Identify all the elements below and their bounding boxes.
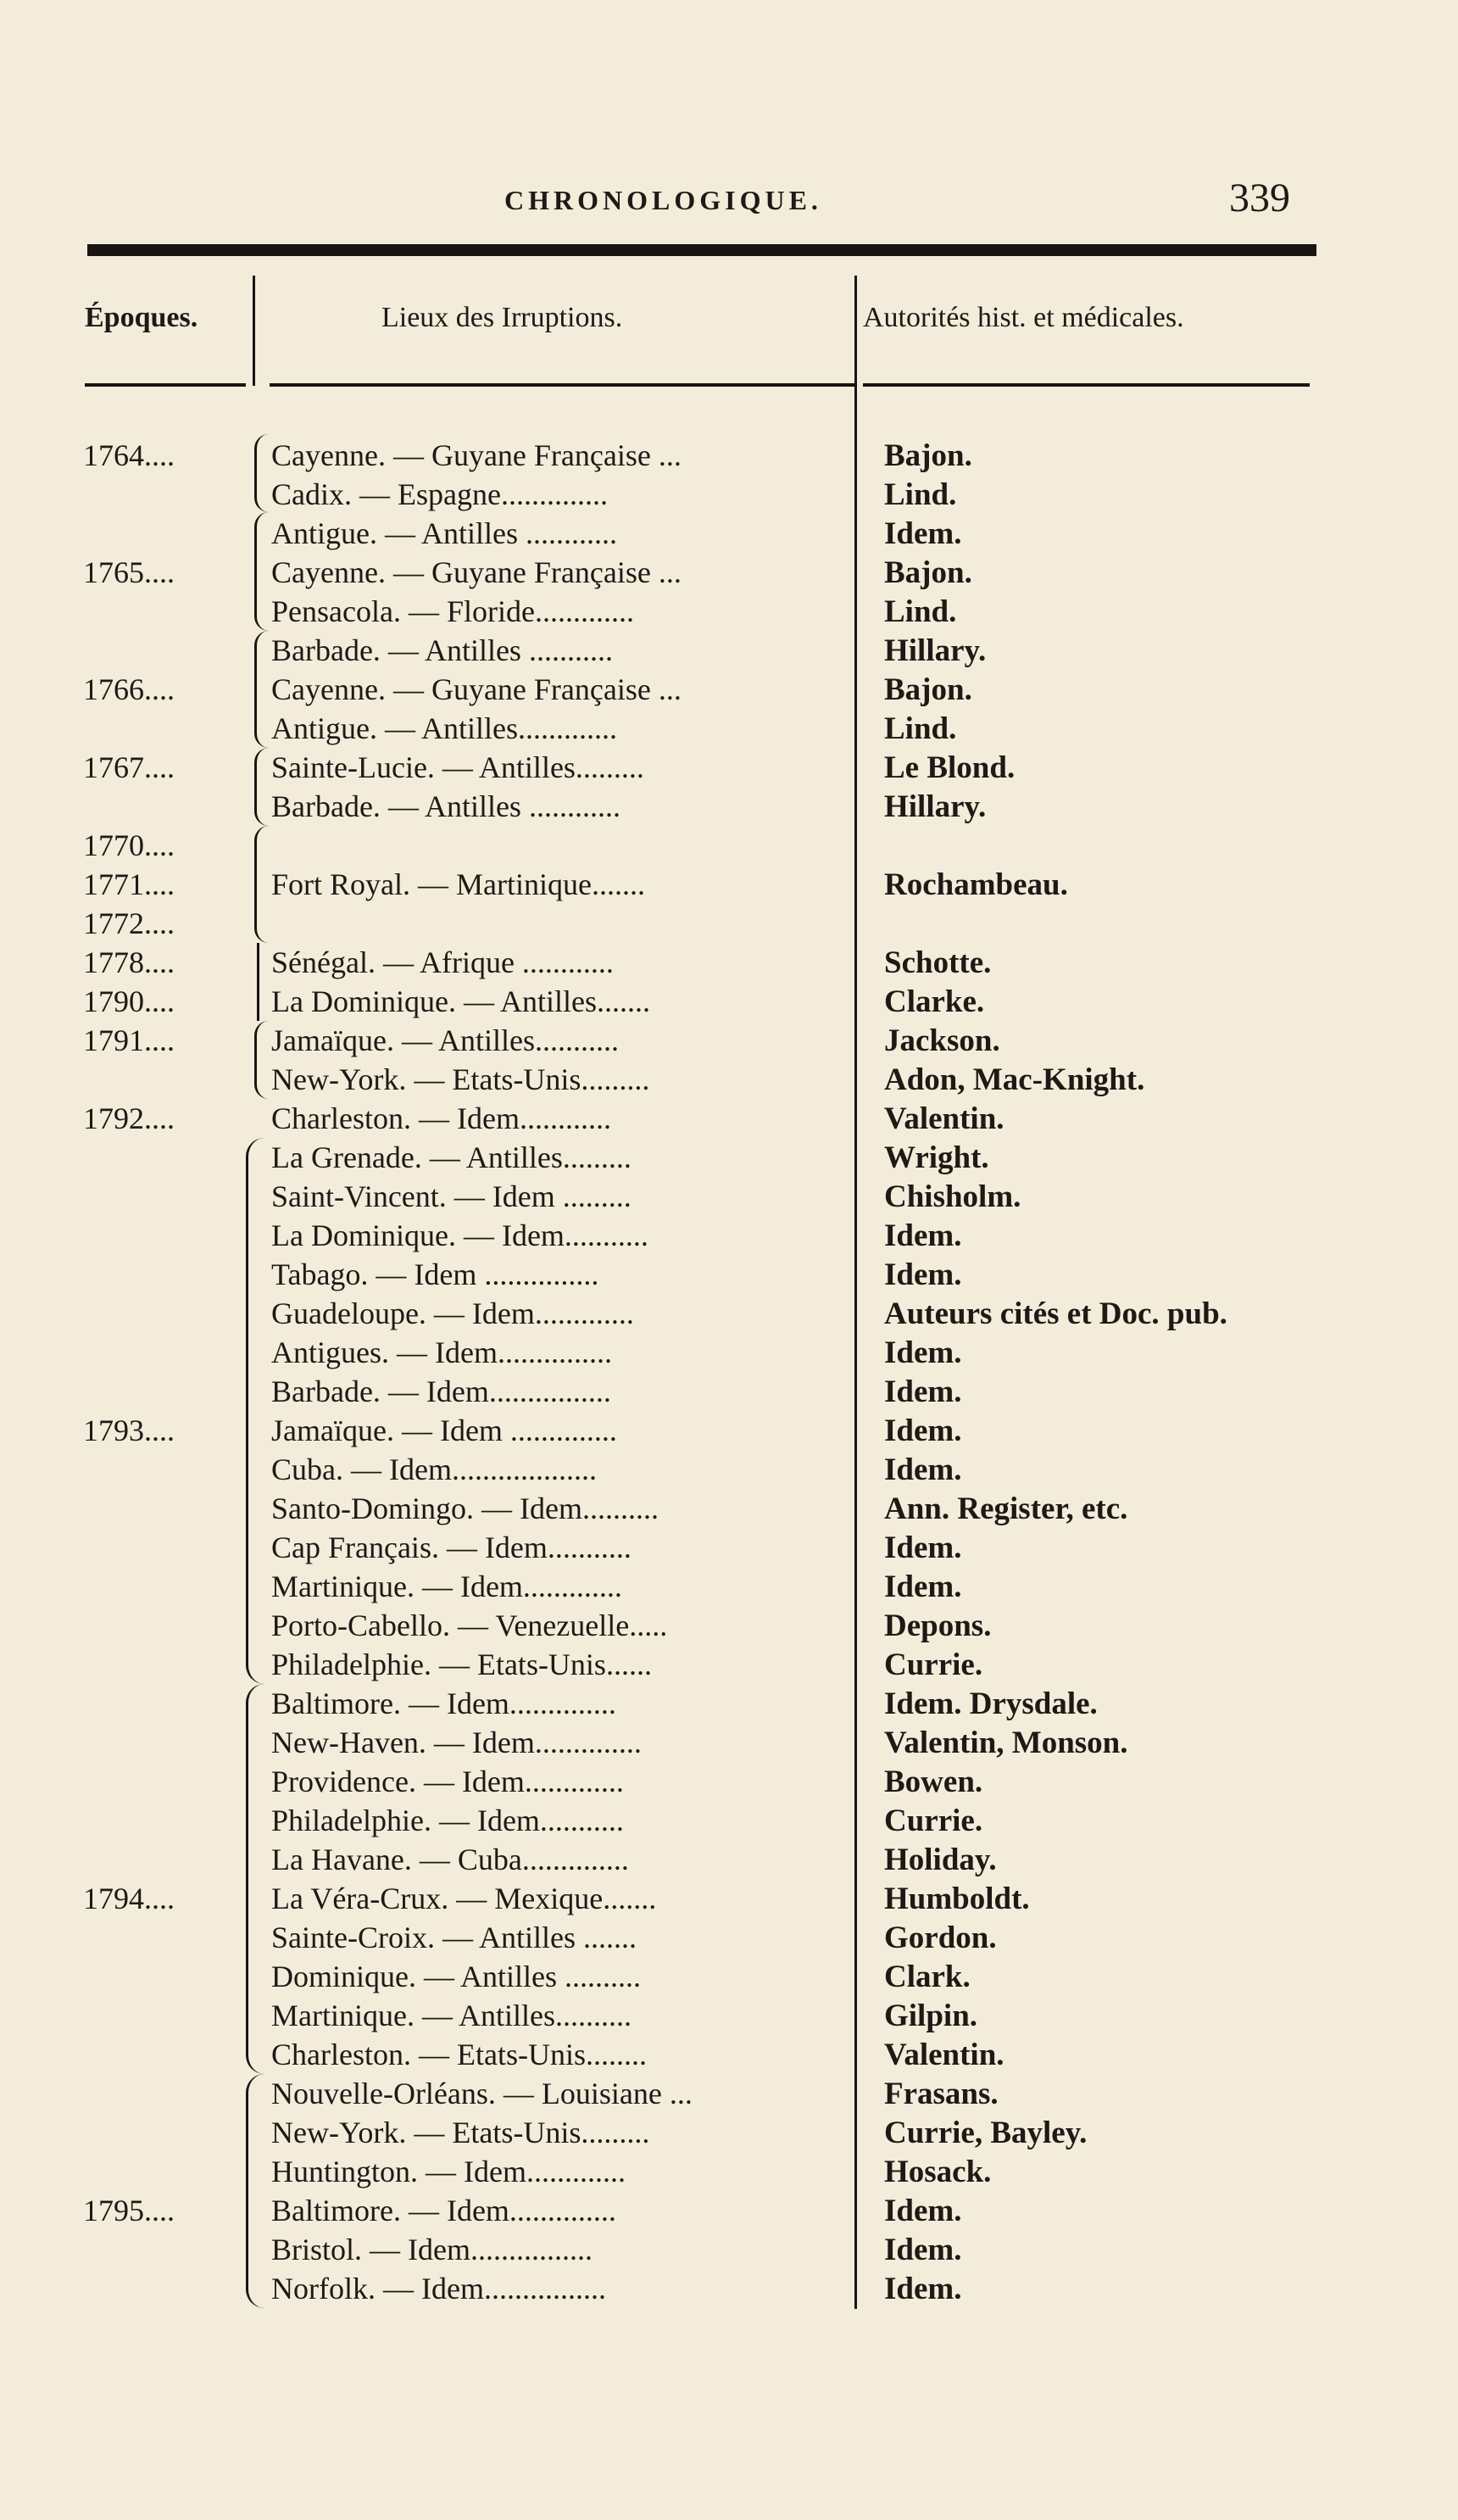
row-author: Idem. — [884, 1530, 962, 1565]
row-place: La Havane. — Cuba.............. — [271, 1843, 629, 1876]
row-author: Lind. — [884, 594, 957, 629]
row-place: Fort Royal. — Martinique....... — [271, 867, 645, 901]
row-place: Dominique. — Antilles .......... — [271, 1960, 641, 1993]
row-place: Philadelphie. — Idem........... — [271, 1804, 624, 1837]
table-row — [0, 707, 1458, 746]
table-row — [0, 1565, 1458, 1604]
row-author: Idem. — [884, 2233, 962, 2267]
table-row — [0, 2072, 1458, 2111]
row-author: Currie. — [884, 1647, 983, 1682]
row-place: Huntington. — Idem............. — [271, 2155, 626, 2188]
row-place: Antigues. — Idem............... — [271, 1335, 612, 1369]
row-place: Barbade. — Antilles ............ — [271, 789, 620, 823]
table-row — [0, 434, 1458, 473]
row-place: Charleston. — Idem............ — [271, 1101, 611, 1135]
row-year: 1770.... — [83, 828, 175, 862]
row-year: 1795.... — [83, 2194, 175, 2227]
table-row — [0, 1292, 1458, 1331]
row-author: Bajon. — [884, 555, 972, 590]
row-place: New-Haven. — Idem.............. — [271, 1726, 642, 1759]
row-author: Le Blond. — [884, 750, 1016, 785]
row-place: Jamaïque. — Idem .............. — [271, 1413, 617, 1447]
table-row — [0, 473, 1458, 512]
row-place: Pensacola. — Floride............. — [271, 594, 634, 628]
row-author: Currie, Bayley. — [884, 2116, 1088, 2150]
row-place: Martinique. — Idem............. — [271, 1569, 622, 1603]
row-place: Barbade. — Antilles ........... — [271, 633, 613, 667]
table-row — [0, 863, 1458, 902]
row-place: Sénégal. — Afrique ............ — [271, 945, 614, 979]
table-row — [0, 1760, 1458, 1799]
row-author: Idem. — [884, 1218, 962, 1253]
row-place: Tabago. — Idem ............... — [271, 1257, 599, 1291]
row-author: Idem. — [884, 2272, 962, 2306]
column-divider — [253, 276, 255, 386]
header-rule — [863, 383, 1310, 387]
row-year: 1766.... — [83, 672, 175, 706]
table-row — [0, 2033, 1458, 2072]
header-rule — [85, 383, 246, 387]
row-author: Idem. — [884, 516, 962, 551]
table-row — [0, 1019, 1458, 1058]
table-row — [0, 1331, 1458, 1370]
row-author: Lind. — [884, 711, 957, 746]
row-place: Cayenne. — Guyane Française ... — [271, 555, 682, 589]
row-place: Guadeloupe. — Idem............. — [271, 1296, 634, 1330]
table-row — [0, 1370, 1458, 1409]
table-row — [0, 1253, 1458, 1292]
row-author: Idem. — [884, 1374, 962, 1409]
row-author: Depons. — [884, 1608, 992, 1643]
row-place: La Grenade. — Antilles......... — [271, 1140, 632, 1174]
row-place: Baltimore. — Idem.............. — [271, 2194, 616, 2227]
row-author: Jackson. — [884, 1023, 1000, 1058]
row-year: 1793.... — [83, 1413, 175, 1447]
column-header-autorites: Autorités hist. et médicales. — [863, 302, 1184, 333]
table-row — [0, 1097, 1458, 1136]
row-place: Santo-Domingo. — Idem.......... — [271, 1491, 659, 1525]
column-header-lieux: Lieux des Irruptions. — [381, 302, 623, 333]
table-row — [0, 629, 1458, 668]
table-row — [0, 1175, 1458, 1214]
row-author: Lind. — [884, 477, 957, 512]
row-author: Humboldt. — [884, 1882, 1030, 1916]
table-row — [0, 1214, 1458, 1253]
row-place: Philadelphie. — Etats-Unis...... — [271, 1647, 652, 1681]
table-row — [0, 1526, 1458, 1565]
row-author: Schotte. — [884, 945, 992, 980]
table-row — [0, 1799, 1458, 1838]
row-place: Cadix. — Espagne.............. — [271, 477, 608, 511]
table-row — [0, 785, 1458, 824]
row-author: Currie. — [884, 1804, 983, 1838]
row-year: 1794.... — [83, 1882, 175, 1915]
row-place: Norfolk. — Idem................ — [271, 2272, 606, 2305]
row-author: Clarke. — [884, 984, 985, 1019]
row-author: Valentin. — [884, 1101, 1004, 1136]
row-place: La Véra-Crux. — Mexique....... — [271, 1882, 657, 1915]
row-place: Jamaïque. — Antilles........... — [271, 1023, 619, 1057]
table-row — [0, 2189, 1458, 2228]
table-row — [0, 1058, 1458, 1097]
row-year: 1765.... — [83, 555, 175, 589]
row-place: Martinique. — Antilles.......... — [271, 1999, 632, 2032]
table-row — [0, 1487, 1458, 1526]
table-row — [0, 2150, 1458, 2189]
row-author: Auteurs cités et Doc. pub. — [884, 1296, 1227, 1331]
row-author: Adon, Mac-Knight. — [884, 1062, 1145, 1097]
row-author: Holiday. — [884, 1843, 997, 1877]
row-place: Antigue. — Antilles ............ — [271, 516, 617, 550]
header-rule — [270, 383, 854, 387]
row-year: 1778.... — [83, 945, 175, 979]
table-row — [0, 1916, 1458, 1955]
row-author: Idem. — [884, 1257, 962, 1292]
row-place: Providence. — Idem............. — [271, 1765, 624, 1798]
row-place: Porto-Cabello. — Venezuelle..... — [271, 1608, 668, 1642]
row-place: New-York. — Etats-Unis......... — [271, 1062, 650, 1096]
row-place: Barbade. — Idem................ — [271, 1374, 611, 1408]
row-year: 1791.... — [83, 1023, 175, 1057]
table-row — [0, 1682, 1458, 1721]
row-author: Gordon. — [884, 1921, 997, 1955]
table-row — [0, 1955, 1458, 1994]
row-place: Nouvelle-Orléans. — Louisiane ... — [271, 2077, 693, 2110]
row-author: Hillary. — [884, 789, 987, 824]
running-title: CHRONOLOGIQUE. — [504, 185, 822, 215]
row-year: 1790.... — [83, 984, 175, 1018]
row-author: Valentin, Monson. — [884, 1726, 1128, 1760]
row-author: Gilpin. — [884, 1999, 978, 2033]
row-author: Clark. — [884, 1960, 971, 1994]
table-row — [0, 980, 1458, 1019]
row-year: 1764.... — [83, 438, 175, 472]
row-year: 1767.... — [83, 750, 175, 784]
page-number: 339 — [1229, 176, 1290, 220]
row-author: Idem. — [884, 1452, 962, 1487]
row-author: Bowen. — [884, 1765, 983, 1799]
row-place: Sainte-Lucie. — Antilles......... — [271, 750, 644, 784]
table-row — [0, 1877, 1458, 1916]
row-year: 1771.... — [83, 867, 175, 901]
row-author: Idem. — [884, 2194, 962, 2228]
row-place: Cuba. — Idem................... — [271, 1452, 597, 1486]
table-row — [0, 1643, 1458, 1682]
table-row — [0, 1409, 1458, 1448]
table-row — [0, 1721, 1458, 1760]
row-year: 1792.... — [83, 1101, 175, 1135]
table-row — [0, 668, 1458, 707]
row-place: Saint-Vincent. — Idem ......... — [271, 1179, 632, 1213]
row-place: Baltimore. — Idem.............. — [271, 1687, 616, 1720]
table-row — [0, 590, 1458, 629]
row-place: Sainte-Croix. — Antilles ....... — [271, 1921, 637, 1954]
table-row — [0, 2111, 1458, 2150]
row-place: Cayenne. — Guyane Française ... — [271, 672, 682, 706]
row-author: Valentin. — [884, 2038, 1004, 2072]
row-author: Hillary. — [884, 633, 987, 668]
row-author: Bajon. — [884, 438, 972, 473]
row-place: Antigue. — Antilles............. — [271, 711, 617, 745]
table-row — [0, 2267, 1458, 2306]
table-row — [0, 902, 1458, 941]
row-author: Ann. Register, etc. — [884, 1491, 1128, 1526]
row-author: Idem. — [884, 1335, 962, 1370]
table-row — [0, 1838, 1458, 1877]
row-author: Bajon. — [884, 672, 972, 707]
row-place: Cap Français. — Idem........... — [271, 1530, 632, 1564]
row-place: Charleston. — Etats-Unis........ — [271, 2038, 647, 2071]
table-row — [0, 824, 1458, 863]
row-author: Idem. Drysdale. — [884, 1687, 1098, 1721]
table-row — [0, 746, 1458, 785]
table-row — [0, 2228, 1458, 2267]
row-author: Rochambeau. — [884, 867, 1068, 902]
row-author: Idem. — [884, 1413, 962, 1448]
row-author: Hosack. — [884, 2155, 992, 2189]
table-row — [0, 1448, 1458, 1487]
top-rule — [87, 244, 1316, 256]
table-row — [0, 1136, 1458, 1175]
row-author: Frasans. — [884, 2077, 999, 2111]
column-header-epoques: Époques. — [85, 302, 198, 333]
row-year: 1772.... — [83, 906, 175, 940]
table-row — [0, 512, 1458, 551]
table-row — [0, 941, 1458, 980]
table-row — [0, 1604, 1458, 1643]
row-author: Chisholm. — [884, 1179, 1021, 1214]
row-author: Wright. — [884, 1140, 989, 1175]
row-place: Bristol. — Idem................ — [271, 2233, 593, 2266]
row-place: New-York. — Etats-Unis......... — [271, 2116, 650, 2149]
table-row — [0, 551, 1458, 590]
row-place: La Dominique. — Antilles....... — [271, 984, 650, 1018]
row-author: Idem. — [884, 1569, 962, 1604]
row-place: Cayenne. — Guyane Française ... — [271, 438, 682, 472]
table-row — [0, 1994, 1458, 2033]
row-place: La Dominique. — Idem........... — [271, 1218, 648, 1252]
